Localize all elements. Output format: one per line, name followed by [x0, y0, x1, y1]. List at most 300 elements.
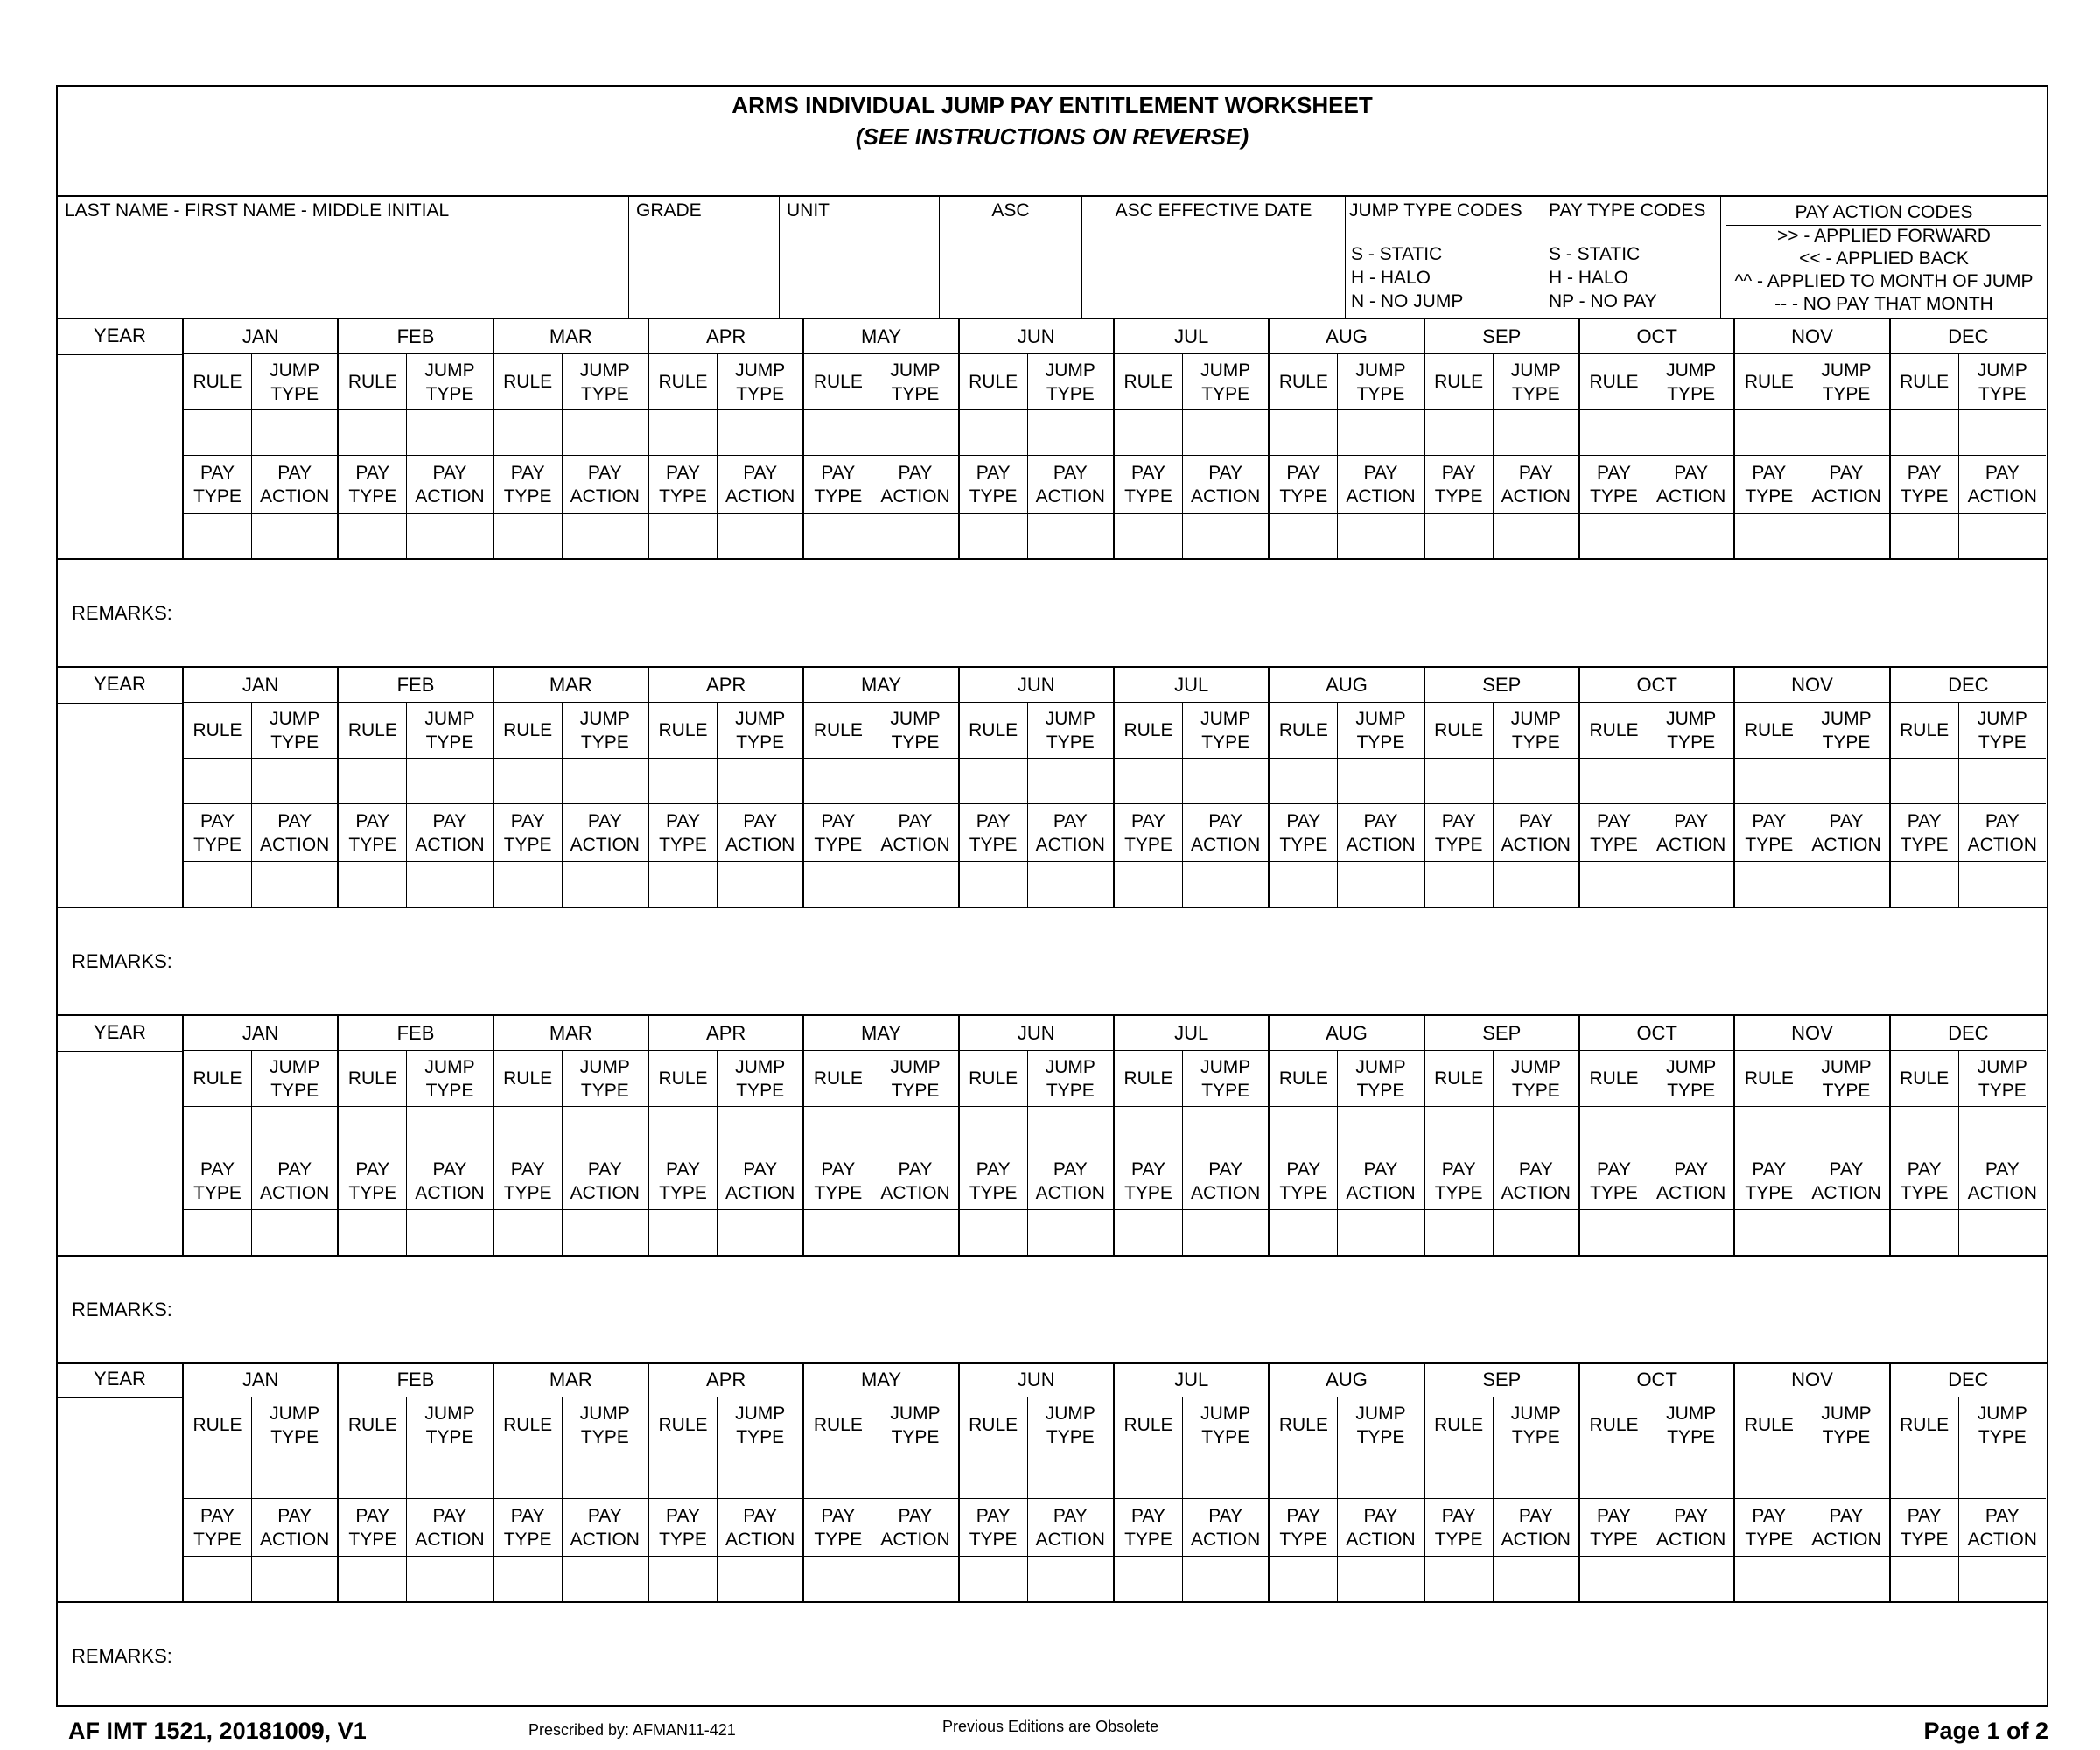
pay-action-input[interactable]	[563, 1557, 648, 1601]
pay-type-input[interactable]	[1270, 1210, 1338, 1255]
rule-input[interactable]	[339, 1453, 407, 1499]
pay-action-input[interactable]	[872, 862, 957, 906]
pay-action-header: PAY ACTION	[1959, 804, 2046, 862]
pay-action-header: PAY ACTION	[407, 1499, 492, 1557]
pay-type-input[interactable]	[649, 514, 718, 558]
pay-type-input[interactable]	[494, 862, 563, 906]
remarks-field[interactable]	[58, 1256, 2047, 1364]
jump-type-input[interactable]	[718, 410, 802, 456]
jump-type-input[interactable]	[1338, 1107, 1423, 1152]
jump-type-input[interactable]	[407, 759, 492, 804]
month-column	[804, 1362, 959, 1601]
jump-type-input[interactable]	[1494, 759, 1578, 804]
pay-action-input[interactable]	[1338, 514, 1423, 558]
rule-input[interactable]	[1425, 1453, 1494, 1499]
jump-type-input[interactable]	[1959, 759, 2046, 804]
rule-input[interactable]	[649, 1453, 718, 1499]
rule-input[interactable]	[960, 1107, 1028, 1152]
pay-type-input[interactable]	[339, 514, 407, 558]
jump-type-input[interactable]	[1183, 759, 1268, 804]
pay-action-input[interactable]	[1028, 1210, 1113, 1255]
jump-type-input[interactable]	[872, 410, 957, 456]
rule-input[interactable]	[960, 1453, 1028, 1499]
year-block	[58, 1362, 2047, 1706]
rule-input[interactable]	[1580, 410, 1648, 456]
pay-type-input[interactable]	[1891, 514, 1959, 558]
pay-action-input[interactable]	[1648, 1210, 1733, 1255]
pay-action-input[interactable]	[1803, 1210, 1888, 1255]
pay-action-input[interactable]	[407, 514, 492, 558]
jump-type-input[interactable]	[872, 1453, 957, 1499]
pay-type-input[interactable]	[1425, 1210, 1494, 1255]
pay-type-input[interactable]	[1580, 1557, 1648, 1601]
jump-type-input[interactable]	[563, 1453, 648, 1499]
month-column	[184, 668, 339, 906]
jump-codes-list	[1351, 242, 1463, 313]
pay-action-input[interactable]	[718, 1210, 802, 1255]
pay-action-input[interactable]	[718, 862, 802, 906]
pay-action-label: PAY ACTION CODES	[1726, 202, 2041, 226]
year-block	[58, 1016, 2047, 1364]
jump-type-input[interactable]	[407, 1107, 492, 1152]
rule-input[interactable]	[649, 759, 718, 804]
pay-action-header: PAY ACTION	[718, 804, 802, 862]
rule-header: RULE	[1735, 1051, 1803, 1107]
month-label: FEB	[339, 1362, 492, 1397]
month-label: AUG	[1270, 668, 1423, 703]
pay-action-input[interactable]	[718, 514, 802, 558]
year-label: YEAR	[94, 1368, 146, 1390]
rule-header: RULE	[1270, 1397, 1338, 1453]
month-label: JUN	[960, 319, 1113, 354]
pay-type-header: PAY TYPE	[1580, 1152, 1648, 1210]
jump-type-input[interactable]	[1028, 1453, 1113, 1499]
pay-type-input[interactable]	[960, 862, 1028, 906]
pay-action-input[interactable]	[1648, 862, 1733, 906]
pay-type-input[interactable]	[184, 1557, 252, 1601]
rule-input[interactable]	[1735, 1107, 1803, 1152]
rule-header: RULE	[649, 1397, 718, 1453]
jump-type-input[interactable]	[563, 1107, 648, 1152]
pay-action-input[interactable]	[1028, 862, 1113, 906]
pay-type-input[interactable]	[339, 1210, 407, 1255]
pay-type-input[interactable]	[1425, 862, 1494, 906]
jump-type-input[interactable]	[1494, 1107, 1578, 1152]
pay-type-input[interactable]	[1580, 514, 1648, 558]
pay-type-input[interactable]	[1891, 862, 1959, 906]
jump-type-input[interactable]	[718, 1453, 802, 1499]
pay-action-input[interactable]	[407, 1557, 492, 1601]
grade-field[interactable]	[629, 197, 780, 318]
jump-type-input[interactable]	[1803, 410, 1888, 456]
pay-action-header: PAY ACTION	[872, 804, 957, 862]
jump-type-input[interactable]	[718, 759, 802, 804]
jump-type-input[interactable]	[1959, 1453, 2046, 1499]
pay-action-input[interactable]	[1338, 862, 1423, 906]
pay-action-input[interactable]	[1803, 1557, 1888, 1601]
rule-input[interactable]	[1580, 1107, 1648, 1152]
pay-action-input[interactable]	[1183, 1557, 1268, 1601]
rule-header: RULE	[1115, 354, 1183, 410]
jump-type-input[interactable]	[1183, 410, 1268, 456]
year-cell[interactable]	[58, 1016, 184, 1255]
rule-input[interactable]	[1425, 410, 1494, 456]
month-label: MAR	[494, 1016, 648, 1051]
rule-input[interactable]	[1115, 759, 1183, 804]
pay-type-input[interactable]	[804, 1210, 872, 1255]
form-subtitle: (SEE INSTRUCTIONS ON REVERSE)	[855, 123, 1250, 150]
jump-type-input[interactable]	[1338, 759, 1423, 804]
rule-header: RULE	[1891, 1051, 1959, 1107]
pay-type-input[interactable]	[184, 1210, 252, 1255]
pay-type-input[interactable]	[960, 514, 1028, 558]
pay-type-header: PAY TYPE	[960, 804, 1028, 862]
pay-type-input[interactable]	[649, 1557, 718, 1601]
jump-type-input[interactable]	[1338, 410, 1423, 456]
pay-action-input[interactable]	[1648, 1557, 1733, 1601]
pay-type-header: PAY TYPE	[1270, 456, 1338, 514]
rule-input[interactable]	[804, 1107, 872, 1152]
rule-input[interactable]	[1270, 1453, 1338, 1499]
rule-input[interactable]	[804, 1453, 872, 1499]
pay-type-input[interactable]	[1115, 1557, 1183, 1601]
year-cell[interactable]	[58, 1362, 184, 1601]
month-label: DEC	[1891, 319, 2046, 354]
rule-input[interactable]	[804, 759, 872, 804]
rule-input[interactable]	[1735, 410, 1803, 456]
pay-action-input[interactable]	[1028, 1557, 1113, 1601]
jump-type-header: JUMP TYPE	[1028, 354, 1113, 410]
unit-field[interactable]	[780, 197, 940, 318]
rule-input[interactable]	[184, 759, 252, 804]
pay-type-header: PAY TYPE	[804, 1152, 872, 1210]
jump-type-input[interactable]	[407, 410, 492, 456]
jump-code-item: N - NO JUMP	[1351, 291, 1464, 312]
pay-type-header: PAY TYPE	[1735, 1499, 1803, 1557]
rule-header: RULE	[804, 354, 872, 410]
rule-input[interactable]	[649, 410, 718, 456]
pay-action-input[interactable]	[1803, 514, 1888, 558]
pay-code-item: NP - NO PAY	[1549, 291, 1657, 312]
remarks-field[interactable]	[58, 1603, 2047, 1711]
pay-type-input[interactable]	[1115, 514, 1183, 558]
asc-field[interactable]	[940, 197, 1082, 318]
worksheet-form	[56, 85, 2048, 1707]
pay-action-input[interactable]	[1494, 862, 1578, 906]
pay-action-input[interactable]	[563, 1210, 648, 1255]
jump-type-input[interactable]	[1648, 759, 1733, 804]
pay-type-header: PAY TYPE	[494, 456, 563, 514]
pay-action-list	[1721, 225, 2047, 316]
pay-action-input[interactable]	[407, 1210, 492, 1255]
pay-action-input[interactable]	[1338, 1210, 1423, 1255]
pay-action-header: PAY ACTION	[718, 1152, 802, 1210]
pay-type-header: PAY TYPE	[1115, 804, 1183, 862]
pay-type-input[interactable]	[339, 1557, 407, 1601]
jump-type-input[interactable]	[872, 759, 957, 804]
remarks-field[interactable]	[58, 560, 2047, 668]
pay-action-input[interactable]	[1183, 862, 1268, 906]
rule-input[interactable]	[1270, 1107, 1338, 1152]
year-cell[interactable]	[58, 668, 184, 906]
rule-input[interactable]	[1891, 759, 1959, 804]
pay-action-input[interactable]	[1648, 514, 1733, 558]
pay-type-header: PAY TYPE	[649, 456, 718, 514]
pay-type-input[interactable]	[494, 1557, 563, 1601]
month-column	[1270, 668, 1424, 906]
pay-action-input[interactable]	[252, 514, 337, 558]
rule-header: RULE	[339, 354, 407, 410]
rule-input[interactable]	[1891, 1453, 1959, 1499]
jump-type-header: JUMP TYPE	[1338, 703, 1423, 759]
pay-action-input[interactable]	[1183, 1210, 1268, 1255]
asc-date-field[interactable]	[1082, 197, 1346, 318]
pay-type-input[interactable]	[1735, 1210, 1803, 1255]
pay-action-input[interactable]	[1028, 514, 1113, 558]
month-column	[1891, 319, 2046, 558]
rule-input[interactable]	[1735, 1453, 1803, 1499]
pay-type-input[interactable]	[649, 862, 718, 906]
rule-input[interactable]	[1425, 759, 1494, 804]
month-label: FEB	[339, 1016, 492, 1051]
jump-type-header: JUMP TYPE	[718, 1397, 802, 1453]
rule-input[interactable]	[494, 759, 563, 804]
rule-input[interactable]	[1735, 759, 1803, 804]
pay-action-header: PAY ACTION	[1338, 456, 1423, 514]
pay-type-header: PAY TYPE	[1891, 456, 1959, 514]
rule-input[interactable]	[1115, 410, 1183, 456]
pay-type-input[interactable]	[184, 514, 252, 558]
rule-input[interactable]	[804, 410, 872, 456]
rule-input[interactable]	[184, 1453, 252, 1499]
month-label: JUN	[960, 1362, 1113, 1397]
month-label: JUN	[960, 1016, 1113, 1051]
rule-input[interactable]	[1425, 1107, 1494, 1152]
jump-type-input[interactable]	[252, 1453, 337, 1499]
pay-type-input[interactable]	[804, 862, 872, 906]
month-column	[804, 319, 959, 558]
month-label: SEP	[1425, 668, 1578, 703]
pay-action-input[interactable]	[1494, 1557, 1578, 1601]
pay-action-item: >> - APPLIED FORWARD	[1777, 226, 1991, 246]
month-label: JAN	[184, 1016, 337, 1051]
prescribed-by: Prescribed by: AFMAN11-421	[528, 1721, 736, 1739]
month-label: MAY	[804, 319, 957, 354]
name-field[interactable]	[58, 197, 629, 318]
pay-type-input[interactable]	[494, 1210, 563, 1255]
rule-input[interactable]	[1580, 1453, 1648, 1499]
pay-action-input[interactable]	[563, 862, 648, 906]
jump-type-header: JUMP TYPE	[1648, 1397, 1733, 1453]
pay-type-input[interactable]	[960, 1210, 1028, 1255]
pay-type-input[interactable]	[1115, 1210, 1183, 1255]
pay-type-input[interactable]	[1891, 1557, 1959, 1601]
pay-action-input[interactable]	[252, 1210, 337, 1255]
month-column	[1425, 1362, 1580, 1601]
pay-action-input[interactable]	[1959, 1557, 2046, 1601]
pay-type-input[interactable]	[1425, 514, 1494, 558]
jump-type-input[interactable]	[1648, 410, 1733, 456]
pay-action-input[interactable]	[407, 862, 492, 906]
rule-header: RULE	[494, 1051, 563, 1107]
pay-type-input[interactable]	[804, 514, 872, 558]
pay-action-input[interactable]	[252, 1557, 337, 1601]
jump-type-input[interactable]	[1648, 1107, 1733, 1152]
jump-type-input[interactable]	[1803, 1107, 1888, 1152]
pay-type-header: PAY TYPE	[1891, 804, 1959, 862]
page-number: Page 1 of 2	[1923, 1718, 2048, 1744]
pay-action-input[interactable]	[1494, 514, 1578, 558]
pay-action-input[interactable]	[1959, 862, 2046, 906]
pay-type-input[interactable]	[649, 1210, 718, 1255]
pay-action-input[interactable]	[1959, 1210, 2046, 1255]
pay-action-codes	[1721, 197, 2047, 318]
pay-action-item: ^^ - APPLIED TO MONTH OF JUMP	[1734, 271, 2034, 291]
rule-input[interactable]	[1115, 1107, 1183, 1152]
month-label: NOV	[1735, 1016, 1888, 1051]
jump-type-header: JUMP TYPE	[1494, 354, 1578, 410]
pay-type-input[interactable]	[1270, 1557, 1338, 1601]
jump-type-input[interactable]	[1494, 1453, 1578, 1499]
rule-input[interactable]	[494, 1107, 563, 1152]
month-label: MAR	[494, 668, 648, 703]
jump-type-input[interactable]	[1028, 759, 1113, 804]
jump-type-input[interactable]	[718, 1107, 802, 1152]
grade-label: GRADE	[636, 200, 702, 220]
pay-type-input[interactable]	[1735, 514, 1803, 558]
pay-action-input[interactable]	[1338, 1557, 1423, 1601]
rule-input[interactable]	[339, 410, 407, 456]
year-grid	[58, 319, 2047, 560]
rule-header: RULE	[1891, 354, 1959, 410]
jump-type-input[interactable]	[1183, 1107, 1268, 1152]
pay-action-input[interactable]	[1959, 514, 2046, 558]
jump-type-input[interactable]	[1183, 1453, 1268, 1499]
rule-input[interactable]	[960, 759, 1028, 804]
rule-input[interactable]	[339, 1107, 407, 1152]
pay-type-header: PAY TYPE	[184, 1499, 252, 1557]
jump-type-input[interactable]	[1028, 410, 1113, 456]
rule-input[interactable]	[494, 1453, 563, 1499]
pay-action-input[interactable]	[872, 514, 957, 558]
jump-type-input[interactable]	[1959, 410, 2046, 456]
pay-action-input[interactable]	[718, 1557, 802, 1601]
pay-type-input[interactable]	[1891, 1210, 1959, 1255]
pay-action-input[interactable]	[252, 862, 337, 906]
pay-action-header: PAY ACTION	[1959, 1152, 2046, 1210]
pay-type-input[interactable]	[1735, 1557, 1803, 1601]
pay-type-header: PAY TYPE	[1425, 804, 1494, 862]
jump-type-input[interactable]	[1648, 1453, 1733, 1499]
jump-type-input[interactable]	[1803, 1453, 1888, 1499]
jump-type-input[interactable]	[252, 759, 337, 804]
pay-action-input[interactable]	[1803, 862, 1888, 906]
pay-action-input[interactable]	[872, 1557, 957, 1601]
year-block	[58, 668, 2047, 1016]
rule-input[interactable]	[1270, 410, 1338, 456]
month-column	[1891, 1016, 2046, 1255]
pay-type-header: PAY TYPE	[1580, 804, 1648, 862]
month-column	[960, 1016, 1115, 1255]
pay-type-header: PAY TYPE	[1425, 456, 1494, 514]
jump-type-input[interactable]	[407, 1453, 492, 1499]
jump-type-input[interactable]	[1803, 759, 1888, 804]
month-label: APR	[649, 668, 802, 703]
month-column	[1270, 319, 1424, 558]
rule-input[interactable]	[1891, 1107, 1959, 1152]
month-column	[649, 668, 804, 906]
pay-action-input[interactable]	[1183, 514, 1268, 558]
jump-type-input[interactable]	[563, 410, 648, 456]
year-cell[interactable]	[58, 319, 184, 558]
jump-type-input[interactable]	[1494, 410, 1578, 456]
pay-type-header: PAY TYPE	[339, 804, 407, 862]
pay-type-input[interactable]	[1580, 862, 1648, 906]
form-id: AF IMT 1521, 20181009, V1	[68, 1718, 367, 1744]
rule-input[interactable]	[960, 410, 1028, 456]
form-title: ARMS INDIVIDUAL JUMP PAY ENTITLEMENT WORKSHEET	[732, 92, 1373, 118]
pay-action-input[interactable]	[872, 1210, 957, 1255]
pay-type-header: PAY TYPE	[804, 804, 872, 862]
rule-header: RULE	[339, 703, 407, 759]
rule-input[interactable]	[339, 759, 407, 804]
pay-type-input[interactable]	[1115, 862, 1183, 906]
unit-label: UNIT	[787, 200, 830, 220]
jump-type-input[interactable]	[563, 759, 648, 804]
rule-input[interactable]	[1891, 410, 1959, 456]
month-label: APR	[649, 1016, 802, 1051]
rule-input[interactable]	[494, 410, 563, 456]
jump-type-input[interactable]	[252, 410, 337, 456]
pay-type-input[interactable]	[804, 1557, 872, 1601]
pay-type-input[interactable]	[1270, 862, 1338, 906]
jump-type-input[interactable]	[1959, 1107, 2046, 1152]
rule-input[interactable]	[649, 1107, 718, 1152]
rule-input[interactable]	[184, 1107, 252, 1152]
pay-type-input[interactable]	[184, 862, 252, 906]
month-column	[649, 319, 804, 558]
pay-action-input[interactable]	[1494, 1210, 1578, 1255]
pay-type-input[interactable]	[1580, 1210, 1648, 1255]
month-label: DEC	[1891, 1362, 2046, 1397]
rule-input[interactable]	[1580, 759, 1648, 804]
rule-header: RULE	[649, 354, 718, 410]
pay-type-input[interactable]	[1735, 862, 1803, 906]
pay-type-input[interactable]	[960, 1557, 1028, 1601]
jump-type-input[interactable]	[1338, 1453, 1423, 1499]
month-label: MAY	[804, 1016, 957, 1051]
jump-type-header: JUMP TYPE	[872, 1397, 957, 1453]
pay-type-input[interactable]	[339, 862, 407, 906]
pay-action-header: PAY ACTION	[563, 1499, 648, 1557]
pay-action-header: PAY ACTION	[252, 804, 337, 862]
jump-type-input[interactable]	[252, 1107, 337, 1152]
pay-type-input[interactable]	[494, 514, 563, 558]
year-label: YEAR	[94, 1021, 146, 1043]
pay-type-header: PAY TYPE	[1270, 1152, 1338, 1210]
jump-type-input[interactable]	[1028, 1107, 1113, 1152]
pay-type-input[interactable]	[1425, 1557, 1494, 1601]
rule-input[interactable]	[1270, 759, 1338, 804]
remarks-field[interactable]	[58, 908, 2047, 1016]
jump-type-input[interactable]	[872, 1107, 957, 1152]
pay-type-input[interactable]	[1270, 514, 1338, 558]
pay-action-input[interactable]	[563, 514, 648, 558]
jump-type-header: JUMP TYPE	[407, 1051, 492, 1107]
month-column	[649, 1016, 804, 1255]
rule-input[interactable]	[184, 410, 252, 456]
rule-input[interactable]	[1115, 1453, 1183, 1499]
